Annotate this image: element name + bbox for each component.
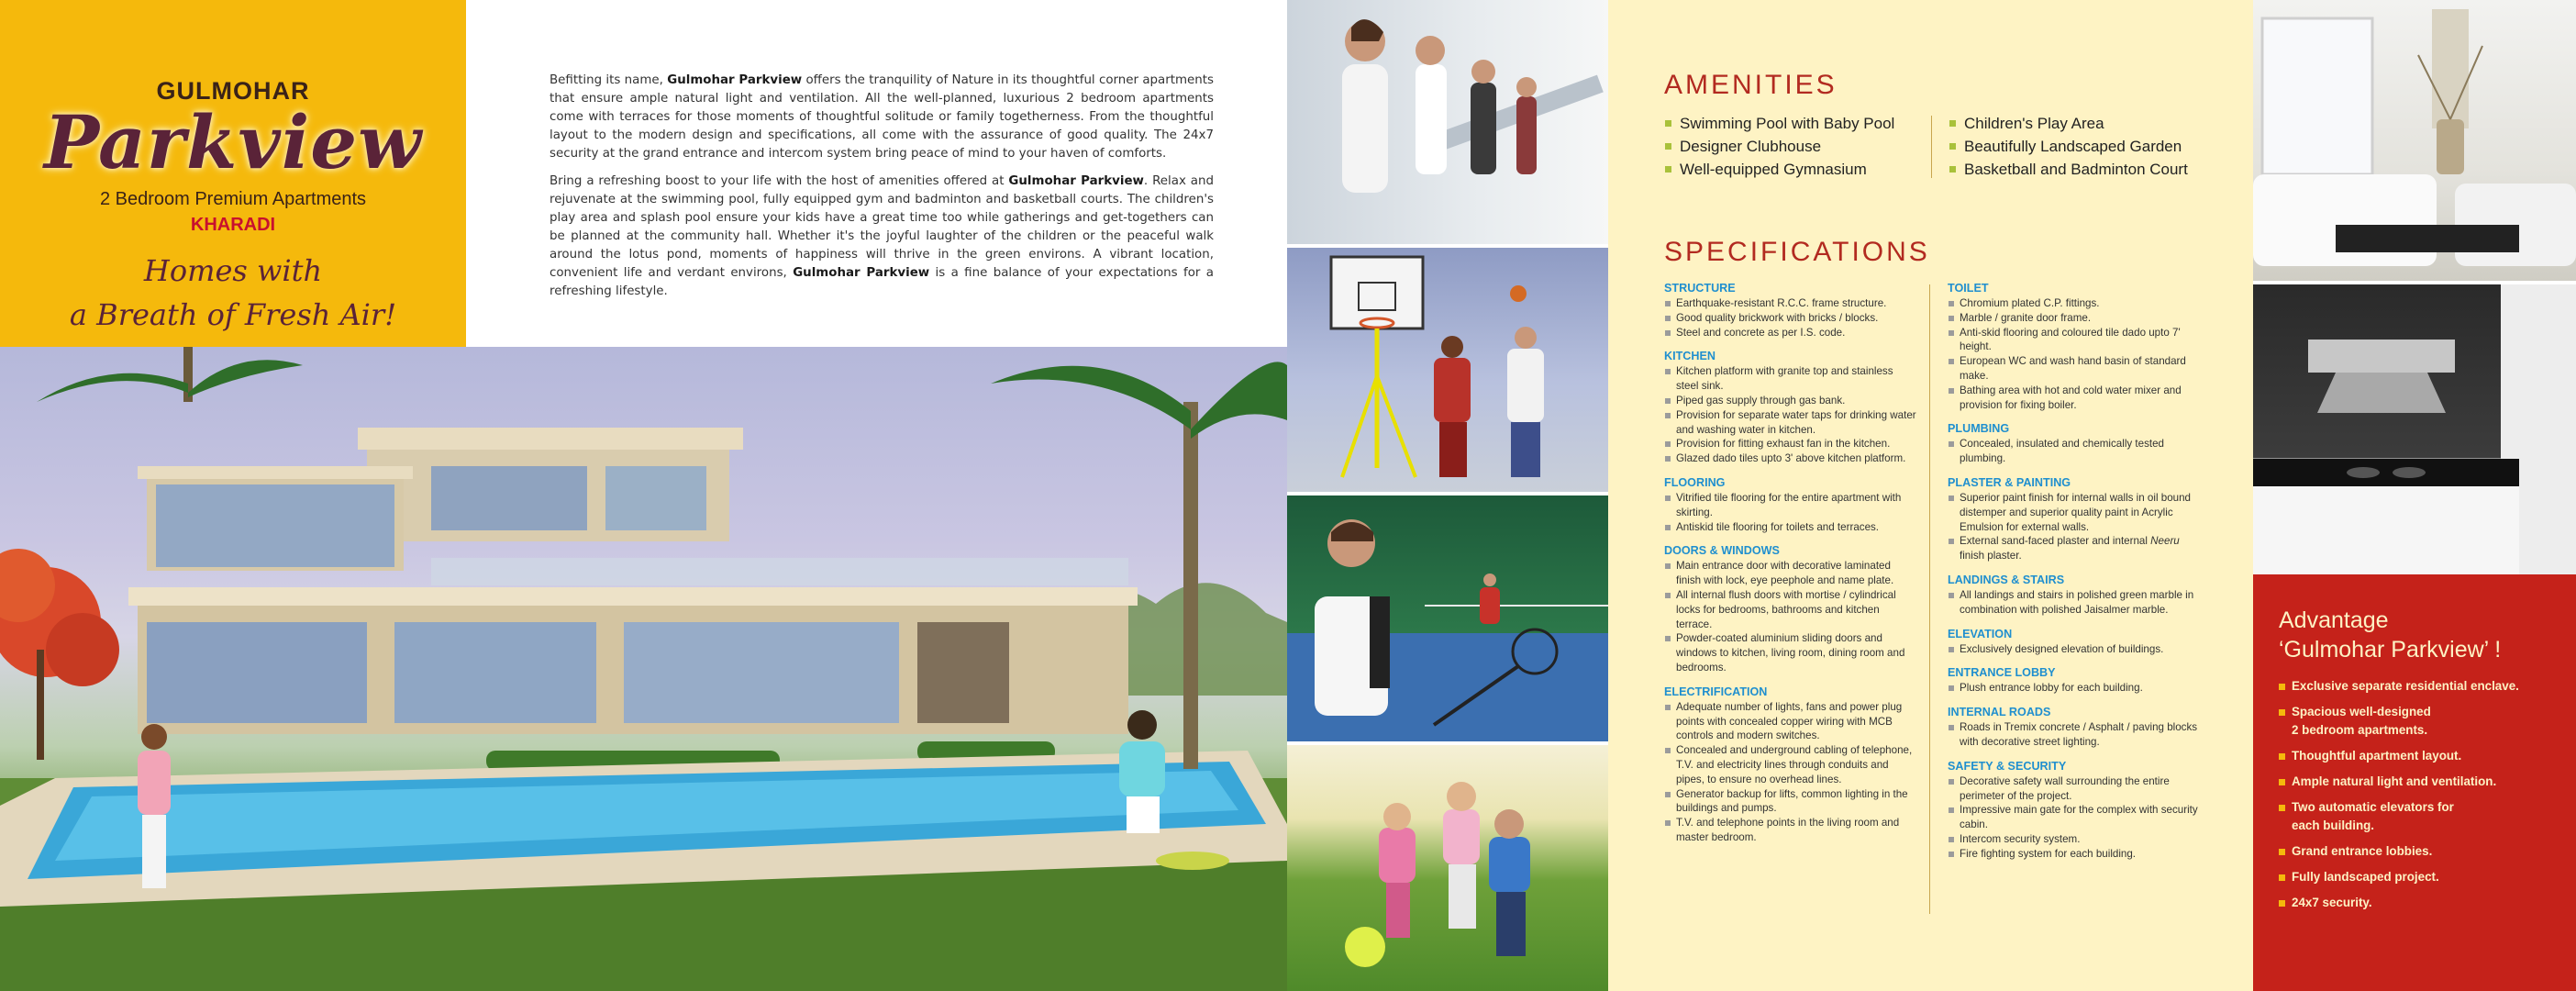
spec-item-text: Marble / granite door frame. xyxy=(1960,311,2092,324)
spec-item-text: Impressive main gate for the complex with security cabin. xyxy=(1960,804,2198,831)
spec-item-text: Vitrified tile flooring for the entire apartment with skirting. xyxy=(1676,491,1902,518)
spec-heading: SAFETY & SECURITY xyxy=(1948,759,2067,773)
spec-item-text: Intercom security system. xyxy=(1960,832,2081,845)
spec-item-text: All internal flush doors with mortise / cylindrical locks for bedrooms, bathrooms and kitchen terrace. xyxy=(1676,588,1896,630)
amenity-item xyxy=(1949,158,2188,181)
bullet-icon xyxy=(1665,369,1671,374)
bullet-icon xyxy=(1665,316,1671,321)
spec-item xyxy=(1664,451,1916,466)
spec-item-text: Anti-skid flooring and coloured tile dado upto 7' height. xyxy=(1960,326,2181,353)
bullet-icon xyxy=(1949,647,1954,652)
spec-group xyxy=(1948,627,2200,657)
bullet-icon xyxy=(2279,805,2285,811)
bullet-icon xyxy=(1949,330,1954,336)
spec-item-list xyxy=(1948,437,2200,466)
spec-heading: PLUMBING xyxy=(1948,422,2010,436)
spec-item xyxy=(1664,364,1916,394)
bullet-icon xyxy=(1665,398,1671,404)
intro-p1-before: Befitting its name, xyxy=(550,73,668,87)
spec-group xyxy=(1664,281,1916,340)
bullet-icon xyxy=(1949,441,1954,447)
bullet-icon xyxy=(1949,143,1956,150)
intro-p1-brand: Gulmohar Parkview xyxy=(667,73,803,87)
living-room-photo xyxy=(2253,0,2576,284)
gym-illustration xyxy=(1287,0,1608,248)
basketball-photo xyxy=(1287,248,1608,496)
bullet-icon xyxy=(1665,563,1671,569)
spec-item-text: Steel and concrete as per I.S. code. xyxy=(1676,326,1846,339)
children-football-photo xyxy=(1287,745,1608,991)
spec-heading: ENTRANCE LOBBY xyxy=(1948,666,2056,680)
advantage-item-line1: Fully landscaped project. xyxy=(2292,870,2439,884)
amenities-title: AMENITIES xyxy=(1664,70,1838,100)
bullet-icon xyxy=(2279,779,2285,785)
spec-group xyxy=(1948,281,2200,412)
bullet-icon xyxy=(2279,900,2285,907)
spec-item xyxy=(1948,832,2200,847)
advantage-item-line2: each building. xyxy=(2292,818,2375,832)
advantage-item xyxy=(2279,868,2576,886)
logo-main-word: Parkview xyxy=(43,99,423,185)
bullet-icon xyxy=(1665,792,1671,797)
spec-item-text: Chromium plated C.P. fittings. xyxy=(1960,297,2100,309)
advantage-item-line1: Spacious well-designed xyxy=(2292,705,2431,718)
spec-item-text: External sand-faced plaster and internal Neeru finish plaster. xyxy=(1960,535,2180,562)
spec-item-list xyxy=(1948,774,2200,862)
spec-group xyxy=(1664,543,1916,674)
intro-p2-after: is a fine balance of your expectations for a refreshing lifestyle. xyxy=(550,266,1214,298)
spec-item-text: Roads in Tremix concrete / Asphalt / paving blocks with decorative street lighting. xyxy=(1960,721,2198,748)
badminton-illustration xyxy=(1287,496,1608,745)
spec-heading: INTERNAL ROADS xyxy=(1948,706,2051,719)
advantage-item xyxy=(2279,842,2576,861)
spec-item-text: European WC and wash hand basin of standard make. xyxy=(1960,355,2186,382)
spec-item xyxy=(1664,700,1916,743)
bullet-icon xyxy=(1665,301,1671,306)
advantage-item-line1: Grand entrance lobbies. xyxy=(2292,844,2433,858)
spec-item-list xyxy=(1664,559,1916,674)
spec-heading: LANDINGS & STAIRS xyxy=(1948,573,2065,586)
amenity-item xyxy=(1665,135,1894,158)
spec-item-text: Provision for fitting exhaust fan in the kitchen. xyxy=(1676,438,1891,451)
specifications-col2 xyxy=(1948,281,2200,871)
bullet-icon xyxy=(1949,496,1954,501)
bullet-icon xyxy=(1949,539,1954,544)
spec-item-text: Kitchen platform with granite top and stainless steel sink. xyxy=(1676,365,1893,393)
bullet-icon xyxy=(1949,166,1956,173)
advantage-item xyxy=(2279,747,2576,765)
spec-item-list xyxy=(1664,364,1916,466)
amenity-label: Children's Play Area xyxy=(1964,115,2104,132)
bullet-icon xyxy=(1665,705,1671,710)
advantage-item xyxy=(2279,773,2576,791)
spec-item-list xyxy=(1948,491,2200,563)
advantage-item-line1: 24x7 security. xyxy=(2292,896,2372,909)
bullet-icon xyxy=(2279,709,2285,716)
spec-heading: ELEVATION xyxy=(1948,627,2013,640)
spec-item xyxy=(1664,408,1916,438)
intro-p2-brand2: Gulmohar Parkview xyxy=(793,266,930,280)
amenity-item xyxy=(1949,112,2188,135)
spec-item-text: Main entrance door with decorative laminated finish with lock, eye peephole and name plate. xyxy=(1676,560,1894,587)
advantage-item xyxy=(2279,703,2576,740)
basketball-illustration xyxy=(1287,248,1608,496)
bullet-icon xyxy=(1949,388,1954,394)
logo-location: KHARADI xyxy=(190,215,276,235)
intro-p1-after: offers the tranquility of Nature in its thoughtful corner apartments that ensure ample natural light and ventilation. All the well-planned, luxurious 2 bedroom apartments come with terraces for those moments of thoughtful solitude or family togetherness. From the thoughtful layout to the modern design and specifications, all come with the assurance of good quality. The 24x7 security at the grand entrance and intercom system bring peace of mind to your haven of comforts. xyxy=(550,73,1215,161)
bullet-icon xyxy=(2279,874,2285,881)
spec-item-list xyxy=(1664,491,1916,534)
bullet-icon xyxy=(1949,593,1954,598)
spec-item-text: Concealed, insulated and chemically tested plumbing. xyxy=(1960,438,2164,465)
spec-item xyxy=(1948,847,2200,862)
bullet-icon xyxy=(1665,413,1671,418)
spec-heading: ELECTRIFICATION xyxy=(1664,685,1768,698)
advantage-list xyxy=(2279,677,2576,912)
spec-item-text: Glazed dado tiles upto 3' above kitchen platform. xyxy=(1676,452,1906,465)
amenity-label: Designer Clubhouse xyxy=(1680,138,1822,155)
amenity-item xyxy=(1665,158,1894,181)
spec-item-text: Good quality brickwork with bricks / blocks. xyxy=(1676,311,1879,324)
spec-item-text: Plush entrance lobby for each building. xyxy=(1960,682,2143,695)
bullet-icon xyxy=(1665,525,1671,530)
spec-item-text: All landings and stairs in polished green marble in combination with polished Jaisalmer marble. xyxy=(1960,588,2194,616)
specifications-title: SPECIFICATIONS xyxy=(1664,237,1930,267)
amenity-label: Well-equipped Gymnasium xyxy=(1680,161,1867,178)
spec-item xyxy=(1948,803,2200,832)
bullet-icon xyxy=(1665,748,1671,753)
spec-group xyxy=(1948,475,2200,563)
spec-item-text: Concealed and underground cabling of telephone, T.V. and electricity lines through conduits and pipes, to ensure no overhead lines. xyxy=(1676,744,1913,785)
spec-item xyxy=(1948,774,2200,804)
amenities-divider xyxy=(1931,116,1932,178)
advantage-item xyxy=(2279,894,2576,912)
spec-item-list xyxy=(1948,720,2200,750)
advantage-item-line2: 2 bedroom apartments. xyxy=(2292,723,2428,737)
bullet-icon xyxy=(2279,849,2285,855)
bullet-icon xyxy=(1949,120,1956,127)
spec-heading: KITCHEN xyxy=(1664,350,1715,363)
amenities-specifications-panel xyxy=(1608,0,2253,991)
amenity-label: Swimming Pool with Baby Pool xyxy=(1680,115,1895,132)
spec-item-text: Provision for separate water taps for drinking water and washing water in kitchen. xyxy=(1676,408,1916,436)
spec-item-text: Antiskid tile flooring for toilets and terraces. xyxy=(1676,520,1880,533)
spec-item-text: Decorative safety wall surrounding the entire perimeter of the project. xyxy=(1960,774,2170,802)
spec-item xyxy=(1948,491,2200,534)
spec-item xyxy=(1664,559,1916,588)
amenities-list-col2 xyxy=(1949,112,2188,181)
advantage-item-line1: Exclusive separate residential enclave. xyxy=(2292,679,2519,693)
spec-group xyxy=(1948,759,2200,862)
advantage-item xyxy=(2279,677,2576,696)
bullet-icon xyxy=(1949,852,1954,857)
advantage-title-line1: Advantage xyxy=(2279,607,2389,633)
bullet-icon xyxy=(1949,807,1954,813)
spec-group xyxy=(1664,349,1916,466)
intro-p2-middle: . Relax and rejuvenate at the swimming pool, fully equipped gym and badminton and basketball courts. The children's play area and splash pool ensure your kids have a great time too while gatherings and get-togethers can be planned at the community hall. Whether it's the joyful laughter of the children or the peaceful walk around the lotus pond, moments of happiness will thrive in the green environs. A vibrant location, convenient life and verdant environs, xyxy=(550,174,1214,280)
brand-logo-panel xyxy=(0,0,466,347)
amenity-item xyxy=(1949,135,2188,158)
advantage-item-line1: Thoughtful apartment layout. xyxy=(2292,749,2462,763)
advantage-item-line1: Ample natural light and ventilation. xyxy=(2292,774,2497,788)
living-room-illustration xyxy=(2253,0,2576,284)
spec-item-text: Piped gas supply through gas bank. xyxy=(1676,394,1846,406)
spec-item-list xyxy=(1948,296,2200,412)
spec-item-list xyxy=(1948,588,2200,618)
spec-item xyxy=(1664,491,1916,520)
spec-item xyxy=(1664,588,1916,631)
spec-item-text: Bathing area with hot and cold water mixer and provision for fixing boiler. xyxy=(1960,384,2182,411)
bullet-icon xyxy=(1665,143,1671,150)
spec-item xyxy=(1664,520,1916,535)
spec-item-text: Powder-coated aluminium sliding doors and windows to kitchen, living room, dining room and bedrooms. xyxy=(1676,632,1905,674)
logo-subtitle: 2 Bedroom Premium Apartments xyxy=(99,189,367,209)
spec-item xyxy=(1664,326,1916,340)
spec-item xyxy=(1664,311,1916,326)
amenity-item xyxy=(1665,112,1894,135)
intro-text-panel xyxy=(466,0,1287,347)
spec-item xyxy=(1948,354,2200,384)
spec-group xyxy=(1948,573,2200,618)
spec-item xyxy=(1948,311,2200,326)
spec-item xyxy=(1948,681,2200,696)
spec-item-list xyxy=(1948,681,2200,696)
logo-tagline-line1: Homes with xyxy=(143,253,323,288)
bullet-icon xyxy=(1665,820,1671,826)
kitchen-illustration xyxy=(2253,284,2576,574)
advantage-panel xyxy=(2253,574,2576,991)
bullet-icon xyxy=(1949,301,1954,306)
children-illustration xyxy=(1287,745,1608,991)
spec-item-text: Earthquake-resistant R.C.C. frame structure. xyxy=(1676,297,1887,309)
spec-item-text: Adequate number of lights, fans and power plug points with concealed copper wiring with MCB controls and modern switches. xyxy=(1676,700,1903,742)
spec-item-text: Fire fighting system for each building. xyxy=(1960,847,2137,860)
spec-item-text: Generator backup for lifts, common lighting in the buildings and pumps. xyxy=(1676,787,1908,815)
spec-item-text: T.V. and telephone points in the living room and master bedroom. xyxy=(1676,817,1900,843)
intro-p2-brand: Gulmohar Parkview xyxy=(1008,174,1144,188)
spec-item-text: Exclusively designed elevation of buildings. xyxy=(1960,642,2164,655)
spec-heading: TOILET xyxy=(1948,282,1989,295)
spec-item xyxy=(1664,816,1916,845)
spec-item xyxy=(1948,588,2200,618)
bullet-icon xyxy=(1665,593,1671,598)
spec-item xyxy=(1948,437,2200,466)
spec-item-list xyxy=(1664,296,1916,340)
amenity-label: Basketball and Badminton Court xyxy=(1964,161,2188,178)
gym-treadmill-photo xyxy=(1287,0,1608,248)
spec-item xyxy=(1948,296,2200,311)
spec-heading: PLASTER & PAINTING xyxy=(1948,475,2071,489)
spec-item xyxy=(1948,384,2200,413)
bullet-icon xyxy=(1665,166,1671,173)
advantage-item-line1: Two automatic elevators for xyxy=(2292,800,2454,814)
bullet-icon xyxy=(1665,441,1671,447)
spec-item-list xyxy=(1664,700,1916,845)
spec-item xyxy=(1664,631,1916,674)
bullet-icon xyxy=(1665,456,1671,462)
spec-item-list xyxy=(1948,642,2200,657)
building-render-image xyxy=(0,347,1287,991)
spec-group xyxy=(1948,421,2200,466)
spec-heading: FLOORING xyxy=(1664,475,1726,489)
bullet-icon xyxy=(1665,330,1671,336)
intro-paragraph-1 xyxy=(550,72,1214,163)
bullet-icon xyxy=(2279,753,2285,760)
building-render-illustration xyxy=(0,347,1287,991)
spec-item xyxy=(1948,326,2200,355)
spec-item xyxy=(1948,534,2200,563)
bullet-icon xyxy=(1949,359,1954,364)
badminton-photo xyxy=(1287,496,1608,745)
logo-tagline-line2: a Breath of Fresh Air! xyxy=(69,297,397,332)
spec-heading: DOORS & WINDOWS xyxy=(1664,544,1780,558)
bullet-icon xyxy=(1949,316,1954,321)
specifications-divider xyxy=(1929,284,1930,914)
amenity-label: Beautifully Landscaped Garden xyxy=(1964,138,2182,155)
advantage-item xyxy=(2279,798,2576,835)
bullet-icon xyxy=(1665,636,1671,641)
spec-item xyxy=(1664,437,1916,451)
spec-group xyxy=(1664,475,1916,534)
amenities-list-col1 xyxy=(1665,112,1894,181)
spec-item-text: Superior paint finish for internal walls in oil bound distemper and superior quality paint in Acrylic Emulsion for external walls. xyxy=(1960,491,2191,533)
spec-item xyxy=(1664,296,1916,311)
spec-item xyxy=(1664,787,1916,817)
bullet-icon xyxy=(1949,837,1954,842)
bullet-icon xyxy=(1949,725,1954,730)
specifications-col1 xyxy=(1664,281,1916,854)
intro-paragraph-2 xyxy=(550,173,1214,301)
spec-item xyxy=(1948,720,2200,750)
spec-group xyxy=(1948,705,2200,750)
bullet-icon xyxy=(2279,684,2285,690)
spec-item xyxy=(1664,394,1916,408)
spec-group xyxy=(1948,665,2200,696)
intro-p2-before: Bring a refreshing boost to your life with the host of amenities offered at xyxy=(550,174,1009,188)
bullet-icon xyxy=(1665,120,1671,127)
bullet-icon xyxy=(1665,496,1671,501)
spec-item xyxy=(1948,642,2200,657)
bullet-icon xyxy=(1949,779,1954,785)
spec-item xyxy=(1664,743,1916,786)
spec-group xyxy=(1664,685,1916,845)
spec-heading: STRUCTURE xyxy=(1664,282,1736,295)
kitchen-photo xyxy=(2253,284,2576,574)
logo-top-line: GULMOHAR xyxy=(156,77,310,105)
advantage-title-line2: ‘Gulmohar Parkview’ ! xyxy=(2279,637,2502,663)
bullet-icon xyxy=(1949,685,1954,691)
